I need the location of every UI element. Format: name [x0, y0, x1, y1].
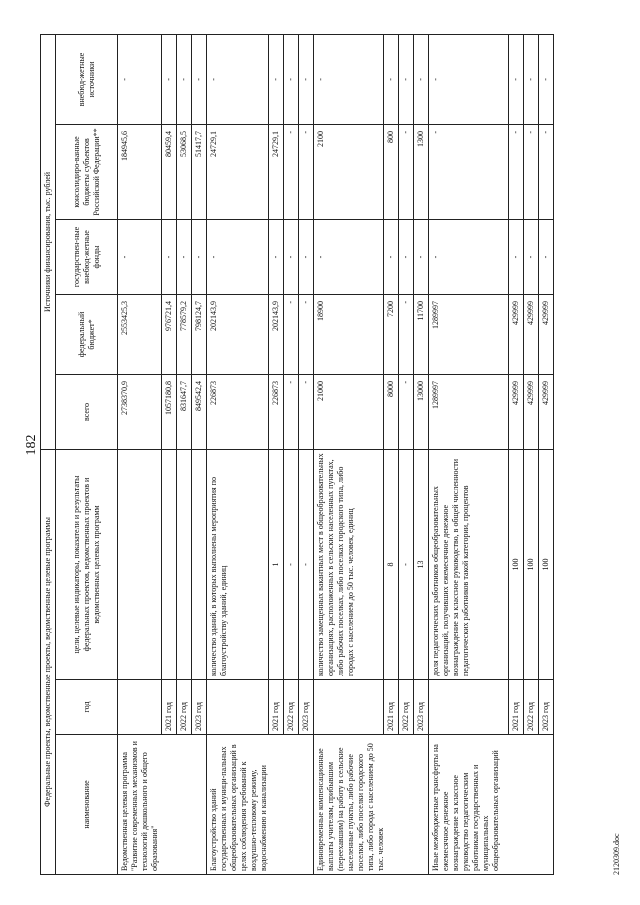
cell-federal: -: [299, 294, 314, 374]
cell-off: -: [269, 34, 284, 124]
cell-total: 849542,4: [192, 374, 207, 449]
cell-regional: -: [284, 124, 299, 219]
row-year: 2023 год: [539, 680, 554, 735]
cell-total: 429999: [509, 374, 524, 449]
row-indicator-value: [162, 449, 177, 679]
row-goal: [118, 449, 162, 679]
cell-federal: 7200: [384, 294, 399, 374]
cell-total: 8000: [384, 374, 399, 449]
cell-regional: 24729,1: [207, 124, 269, 219]
table-row: [118, 34, 162, 874]
cell-total: 226873: [207, 374, 269, 449]
cell-off: -: [299, 34, 314, 124]
financing-table: [40, 34, 554, 875]
row-name: Иные межбюджетные трансферты на ежемесячное денежное вознаграждение за классное руководство педагогическим работникам государственных и муниципальных общеобразовательных организаций: [429, 735, 554, 875]
cell-regional: 800: [384, 124, 399, 219]
row-indicator-value: -: [299, 449, 314, 679]
cell-off: -: [314, 34, 384, 124]
cell-off: -: [192, 34, 207, 124]
cell-federal: 976721,4: [162, 294, 177, 374]
cell-state: -: [429, 219, 509, 294]
cell-total: 1057180,8: [162, 374, 177, 449]
row-year: [314, 680, 384, 735]
cell-federal: 429999: [539, 294, 554, 374]
cell-off: -: [162, 34, 177, 124]
row-indicator-value: 13: [414, 449, 429, 679]
row-year: 2023 год: [299, 680, 314, 735]
row-year: 2021 год: [162, 680, 177, 735]
cell-total: 13000: [414, 374, 429, 449]
cell-state: -: [384, 219, 399, 294]
cell-regional: 53068,5: [177, 124, 192, 219]
cell-regional: 24729,1: [269, 124, 284, 219]
row-year: 2021 год: [269, 680, 284, 735]
cell-state: -: [118, 219, 162, 294]
cell-state: -: [299, 219, 314, 294]
row-indicator-value: -: [399, 449, 414, 679]
table-body: [118, 34, 554, 874]
header-name: наименование: [56, 735, 118, 875]
cell-total: -: [399, 374, 414, 449]
row-year: [207, 680, 269, 735]
row-indicator-value: [177, 449, 192, 679]
cell-off: -: [524, 34, 539, 124]
cell-regional: 2100: [314, 124, 384, 219]
row-year: 2021 год: [509, 680, 524, 735]
cell-total: 429999: [539, 374, 554, 449]
row-name: Ведомственная целевая программа "Развитие современных механизмов и технологий дошкольного и общего образования": [118, 735, 207, 875]
row-goal: доля педагогических работников общеобразовательных организаций, получивших ежемесячное денежное вознаграждение за классное руководство, в общей численности педагогических работников такой категории, процентов: [429, 449, 509, 679]
cell-off: -: [177, 34, 192, 124]
cell-total: 21000: [314, 374, 384, 449]
cell-federal: 18900: [314, 294, 384, 374]
header-goals: цели, целевые индикаторы, показатели и результаты федеральных проектов, ведомственных проектов и ведомственных целевых программ: [56, 449, 118, 679]
cell-off: -: [118, 34, 162, 124]
cell-total: -: [284, 374, 299, 449]
cell-federal: -: [284, 294, 299, 374]
cell-total: 2738370,9: [118, 374, 162, 449]
cell-federal: -: [399, 294, 414, 374]
row-goal: количество зданий, в которых выполнены мероприятия по благоустройству зданий, единиц: [207, 449, 269, 679]
cell-federal: 11700: [414, 294, 429, 374]
cell-federal: 429999: [524, 294, 539, 374]
row-year: 2022 год: [177, 680, 192, 735]
row-year: 2023 год: [192, 680, 207, 735]
table-row: [207, 34, 269, 874]
row-year: [429, 680, 509, 735]
row-indicator-value: -: [284, 449, 299, 679]
cell-state: -: [284, 219, 299, 294]
row-year: 2021 год: [384, 680, 399, 735]
header-total: всего: [56, 374, 118, 449]
cell-off: -: [399, 34, 414, 124]
header-year: год: [56, 680, 118, 735]
cell-state: -: [269, 219, 284, 294]
cell-regional: 184945,6: [118, 124, 162, 219]
cell-state: -: [314, 219, 384, 294]
cell-regional: -: [299, 124, 314, 219]
row-indicator-value: 100: [539, 449, 554, 679]
cell-regional: -: [539, 124, 554, 219]
header-group-financing: Источники финансирования, тыс. рублей: [41, 34, 56, 449]
cell-regional: -: [509, 124, 524, 219]
header-group-projects: Федеральные проекты, ведомственные проекты, ведомственные целевые программы: [41, 449, 56, 874]
header-offbudget: внебюд-жетные источники: [56, 34, 118, 124]
cell-federal: 1289997: [429, 294, 509, 374]
cell-state: -: [162, 219, 177, 294]
row-indicator-value: [192, 449, 207, 679]
cell-state: -: [524, 219, 539, 294]
cell-regional: 80459,4: [162, 124, 177, 219]
cell-federal: 798124,7: [192, 294, 207, 374]
cell-regional: 1300: [414, 124, 429, 219]
cell-federal: 202143,9: [269, 294, 284, 374]
cell-regional: -: [429, 124, 509, 219]
cell-state: -: [414, 219, 429, 294]
cell-federal: 202143,9: [207, 294, 269, 374]
cell-regional: -: [524, 124, 539, 219]
row-year: 2022 год: [399, 680, 414, 735]
cell-off: -: [284, 34, 299, 124]
cell-total: 429999: [524, 374, 539, 449]
cell-state: -: [177, 219, 192, 294]
cell-total: -: [299, 374, 314, 449]
cell-state: -: [539, 219, 554, 294]
cell-regional: -: [399, 124, 414, 219]
cell-state: -: [399, 219, 414, 294]
header-regional: консолидиро-ванные бюджеты субъектов Российской Федерации**: [56, 124, 118, 219]
cell-federal: 429999: [509, 294, 524, 374]
header-state-funds: государствен-ные внебюд-жетные фонды: [56, 219, 118, 294]
cell-off: -: [539, 34, 554, 124]
cell-total: 1289997: [429, 374, 509, 449]
row-indicator-value: 100: [509, 449, 524, 679]
footer-filename: 2120309.doc: [612, 833, 621, 875]
cell-off: -: [429, 34, 509, 124]
cell-regional: 51417,7: [192, 124, 207, 219]
row-name: Единовременные компенсационные выплаты учителям, прибывшим (переехавшим) на работу в сельские населенные пункты, либо рабочие поселки, либо поселки городского типа, либо города с населением до 50 тыс. человек: [314, 735, 429, 875]
row-year: [118, 680, 162, 735]
cell-off: -: [414, 34, 429, 124]
cell-total: 226873: [269, 374, 284, 449]
row-indicator-value: 1: [269, 449, 284, 679]
row-year: 2022 год: [284, 680, 299, 735]
cell-federal: 778579,2: [177, 294, 192, 374]
header-federal: федеральный бюджет*: [56, 294, 118, 374]
page-number: 182: [24, 434, 39, 456]
row-indicator-value: 100: [524, 449, 539, 679]
cell-state: -: [192, 219, 207, 294]
cell-off: -: [384, 34, 399, 124]
cell-state: -: [509, 219, 524, 294]
cell-off: -: [207, 34, 269, 124]
row-indicator-value: 8: [384, 449, 399, 679]
table-row: [429, 34, 509, 874]
row-year: 2022 год: [524, 680, 539, 735]
cell-state: -: [207, 219, 269, 294]
cell-total: 831647,7: [177, 374, 192, 449]
cell-federal: 2553425,3: [118, 294, 162, 374]
row-goal: количество замещенных вакантных мест в общеобразовательных организациях, расположенных в сельских населенных пунктах, либо рабочих поселках, либо поселках городского типа, либо городах с населением до 50 тыс. человек, единиц: [314, 449, 384, 679]
table-row: [314, 34, 384, 874]
cell-off: -: [509, 34, 524, 124]
row-name: Благоустройство зданий государственных и муници-пальных общеобразовательных организаций в целях соблюдения требований к воздушно-тепловому режиму, водоснабжению и канализации: [207, 735, 314, 875]
row-year: 2023 год: [414, 680, 429, 735]
